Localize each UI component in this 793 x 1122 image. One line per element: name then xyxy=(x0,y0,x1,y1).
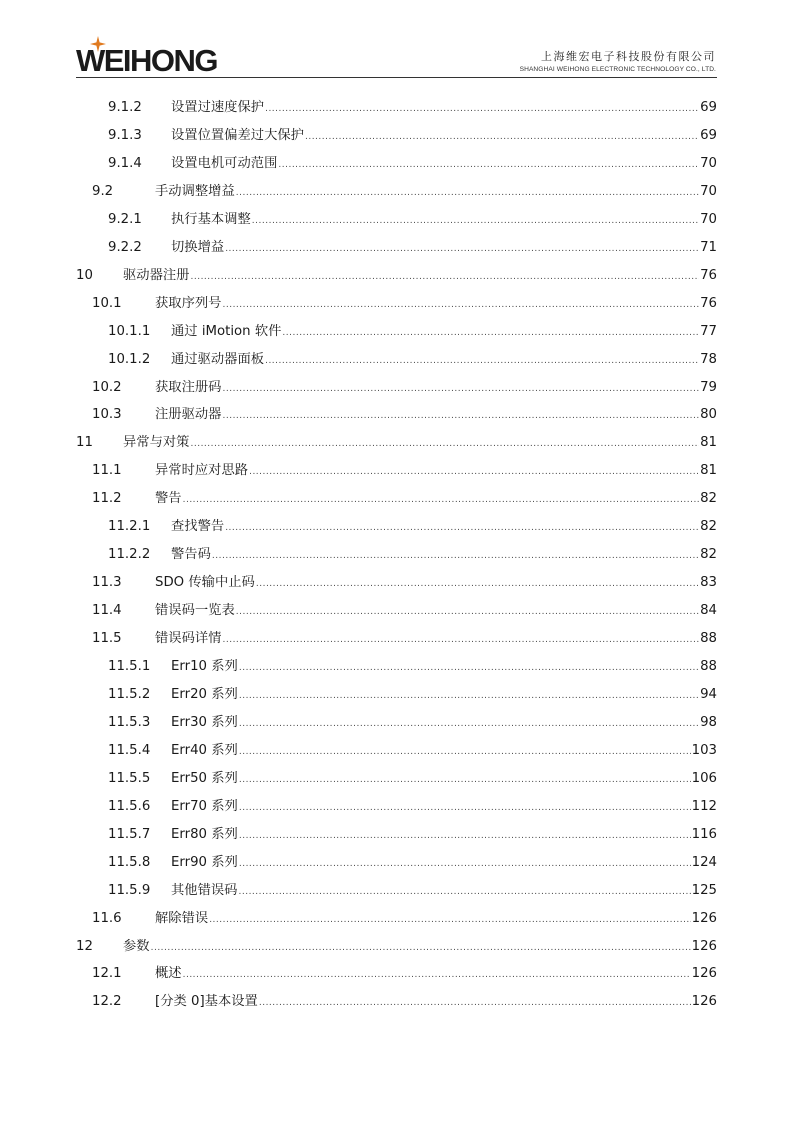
toc-entry-page-number: 81 xyxy=(700,463,717,479)
toc-dot-leader xyxy=(265,350,699,372)
toc-entry-page-number: 71 xyxy=(700,239,717,255)
toc-entry[interactable] xyxy=(108,544,717,566)
toc-dot-leader xyxy=(256,573,699,595)
toc-entry-number: 10.2 xyxy=(92,379,122,395)
toc-entry-number: 11.4 xyxy=(92,603,122,619)
toc-dot-leader xyxy=(151,937,691,959)
toc-entry[interactable] xyxy=(92,404,717,426)
toc-entry-title: Err80 系列 xyxy=(171,826,238,842)
toc-entry-page-number: 70 xyxy=(700,211,717,227)
toc-entry[interactable] xyxy=(108,880,717,902)
toc-entry-number: 11.3 xyxy=(92,575,122,591)
toc-dot-leader xyxy=(282,322,699,344)
toc-entry-number: 11.6 xyxy=(92,910,122,926)
toc-entry-title: 手动调整增益 xyxy=(155,183,235,199)
toc-dot-leader xyxy=(239,685,699,707)
toc-dot-leader xyxy=(239,741,691,763)
toc-entry-page-number: 82 xyxy=(700,547,717,563)
toc-dot-leader xyxy=(225,238,699,260)
toc-entry[interactable] xyxy=(92,181,717,203)
toc-entry-number: 9.1.3 xyxy=(108,127,142,143)
toc-entry-title: 错误码一览表 xyxy=(155,603,235,619)
header-rule xyxy=(76,77,717,78)
toc-entry-page-number: 82 xyxy=(700,491,717,507)
toc-entry[interactable] xyxy=(108,768,717,790)
toc-entry-title: 设置过速度保护 xyxy=(171,100,265,115)
toc-dot-leader xyxy=(239,769,691,791)
logo-text: WEIHONG xyxy=(76,43,218,78)
toc-entry-title: Err70 系列 xyxy=(171,798,238,814)
toc-entry-number: 12.2 xyxy=(92,994,122,1010)
toc-dot-leader xyxy=(259,992,691,1014)
toc-dot-leader xyxy=(190,266,699,288)
toc-entry[interactable] xyxy=(92,572,717,594)
toc-entry-title: 驱动器注册 xyxy=(123,267,190,283)
toc-entry-number: 11.5.7 xyxy=(108,826,151,842)
toc-dot-leader xyxy=(225,517,699,539)
toc-entry[interactable] xyxy=(76,265,717,287)
toc-entry-page-number: 126 xyxy=(691,910,717,926)
toc-entry-title: Err10 系列 xyxy=(171,659,238,674)
toc-entry-page-number: 79 xyxy=(700,379,717,395)
toc-entry-number: 11.5.5 xyxy=(108,770,151,786)
toc-entry-number: 9.2.2 xyxy=(108,239,142,255)
toc-entry[interactable] xyxy=(108,740,717,762)
toc-entry[interactable] xyxy=(108,237,717,259)
toc-entry-title: 其他错误码 xyxy=(171,882,238,898)
toc-dot-leader xyxy=(239,853,691,875)
toc-entry[interactable] xyxy=(108,684,717,706)
toc-entry-page-number: 126 xyxy=(691,966,717,982)
toc-entry-title: 查找警告 xyxy=(171,519,225,535)
toc-entry[interactable] xyxy=(92,908,717,930)
toc-entry-page-number: 126 xyxy=(691,994,717,1010)
toc-entry[interactable] xyxy=(108,209,717,231)
company-name-en: SHANGHAI WEIHONG ELECTRONIC TECHNOLOGY CO., LTD. xyxy=(519,66,716,73)
toc-entry-page-number: 70 xyxy=(700,183,717,199)
toc-dot-leader xyxy=(236,182,699,204)
toc-entry-page-number: 98 xyxy=(700,714,717,730)
toc-entry[interactable] xyxy=(92,488,717,510)
toc-entry-title: 异常时应对思路 xyxy=(155,463,249,479)
toc-entry-page-number: 106 xyxy=(691,770,717,786)
toc-entry-title: Err40 系列 xyxy=(171,742,238,758)
toc-entry-title: Err50 系列 xyxy=(171,770,238,786)
toc-entry-number: 11.1 xyxy=(92,463,122,479)
toc-entry-title: 设置位置偏差过大保护 xyxy=(171,127,304,143)
toc-entry-number: 9.2 xyxy=(92,183,114,199)
toc-entry[interactable] xyxy=(108,824,717,846)
toc-entry-page-number: 94 xyxy=(700,686,717,702)
toc-dot-leader xyxy=(239,797,691,819)
toc-entry-page-number: 124 xyxy=(691,854,717,870)
toc-entry[interactable] xyxy=(108,796,717,818)
toc-dot-leader xyxy=(305,126,699,148)
toc-entry-title: 参数 xyxy=(123,938,150,954)
toc-dot-leader xyxy=(236,601,699,623)
toc-entry-page-number: 69 xyxy=(700,100,717,115)
toc-dot-leader xyxy=(239,657,699,679)
toc-entry-number: 11.5.3 xyxy=(108,714,151,730)
toc-entry-title: Err90 系列 xyxy=(171,854,238,870)
toc-entry-title: 执行基本调整 xyxy=(171,211,251,227)
toc-entry-title: SDO 传输中止码 xyxy=(155,575,255,591)
toc-entry[interactable] xyxy=(108,153,717,175)
toc-entry[interactable] xyxy=(92,628,717,650)
toc-entry-number: 11 xyxy=(76,435,93,451)
toc-entry-number: 10.1 xyxy=(92,295,122,311)
toc-entry[interactable] xyxy=(92,460,717,482)
toc-entry-page-number: 84 xyxy=(700,603,717,619)
toc-entry-title: 获取序列号 xyxy=(155,295,222,311)
toc-entry-number: 9.2.1 xyxy=(108,211,142,227)
toc-entry[interactable] xyxy=(108,656,717,678)
toc-entry-page-number: 76 xyxy=(700,295,717,311)
toc-entry-title: 警告码 xyxy=(171,547,211,563)
toc-entry[interactable] xyxy=(92,963,717,985)
company-name xyxy=(520,50,716,75)
toc-entry-page-number: 112 xyxy=(691,798,717,814)
toc-entry-page-number: 81 xyxy=(700,435,717,451)
toc-dot-leader xyxy=(239,825,691,847)
toc-entry[interactable] xyxy=(108,125,717,147)
toc-entry-number: 9.1.2 xyxy=(108,100,142,115)
toc-entry-title: 警告 xyxy=(155,491,182,507)
toc-entry-title: 注册驱动器 xyxy=(155,407,222,423)
toc-entry-page-number: 103 xyxy=(691,742,717,758)
toc-dot-leader xyxy=(190,433,699,455)
toc-entry-number: 10.1.2 xyxy=(108,351,151,367)
toc-entry-number: 11.5.9 xyxy=(108,882,151,898)
toc-entry-title: 通过驱动器面板 xyxy=(171,351,265,367)
toc-entry[interactable] xyxy=(92,377,717,399)
toc-entry-number: 11.5.2 xyxy=(108,686,151,702)
toc-entry-page-number: 76 xyxy=(700,267,717,283)
toc-entry-number: 9.1.4 xyxy=(108,155,142,171)
toc-dot-leader xyxy=(183,489,699,511)
toc-entry[interactable] xyxy=(76,936,717,958)
toc-dot-leader xyxy=(252,210,699,232)
toc-entry[interactable] xyxy=(76,432,717,454)
toc-entry-page-number: 80 xyxy=(700,407,717,423)
toc-entry-page-number: 83 xyxy=(700,575,717,591)
company-name-cn: 上海维宏电子科技股份有限公司 xyxy=(541,50,716,63)
toc-dot-leader xyxy=(265,98,699,120)
weihong-logo xyxy=(76,36,246,78)
toc-dot-leader xyxy=(278,154,699,176)
toc-entry[interactable] xyxy=(108,349,717,371)
toc-entry-page-number: 70 xyxy=(700,155,717,171)
toc-dot-leader xyxy=(238,881,690,903)
toc-dot-leader xyxy=(222,405,699,427)
toc-dot-leader xyxy=(222,378,699,400)
toc-entry-number: 11.2.1 xyxy=(108,519,151,535)
toc-entry[interactable] xyxy=(92,991,717,1013)
toc-entry[interactable] xyxy=(92,600,717,622)
page-header xyxy=(0,0,793,80)
toc-dot-leader xyxy=(183,964,691,986)
toc-entry[interactable] xyxy=(108,97,717,119)
toc-dot-leader xyxy=(222,629,699,651)
toc-dot-leader xyxy=(212,545,699,567)
toc-entry-title: Err20 系列 xyxy=(171,686,238,702)
toc-dot-leader xyxy=(249,461,699,483)
toc-entry-title: 异常与对策 xyxy=(123,435,190,451)
toc-entry-page-number: 82 xyxy=(700,519,717,535)
toc-entry[interactable] xyxy=(108,321,717,343)
toc-entry-number: 11.2.2 xyxy=(108,547,151,563)
toc-entry-number: 11.5.8 xyxy=(108,854,151,870)
toc-entry[interactable] xyxy=(92,293,717,315)
toc-entry-number: 10 xyxy=(76,267,93,283)
toc-entry-number: 11.5.6 xyxy=(108,798,151,814)
toc-entry-page-number: 69 xyxy=(700,127,717,143)
toc-entry-page-number: 116 xyxy=(691,826,717,842)
toc-entry-title: 解除错误 xyxy=(155,910,209,926)
toc-entry[interactable] xyxy=(108,712,717,734)
toc-entry-number: 10.3 xyxy=(92,407,122,423)
toc-entry[interactable] xyxy=(108,516,717,538)
toc-entry-number: 11.5.1 xyxy=(108,659,151,674)
toc-entry-title: Err30 系列 xyxy=(171,714,238,730)
toc-entry-title: 通过 iMotion 软件 xyxy=(171,323,282,339)
toc-entry-page-number: 77 xyxy=(700,323,717,339)
toc-entry-title: 获取注册码 xyxy=(155,379,222,395)
toc-entry-page-number: 125 xyxy=(691,882,717,898)
toc-entry-title: 设置电机可动范围 xyxy=(171,155,278,171)
toc-entry-title: 切换增益 xyxy=(171,239,225,255)
toc-dot-leader xyxy=(239,713,699,735)
toc-entry[interactable] xyxy=(108,852,717,874)
toc-dot-leader xyxy=(222,294,699,316)
toc-entry-page-number: 126 xyxy=(691,938,717,954)
toc-entry-number: 12 xyxy=(76,938,93,954)
toc-entry-number: 12.1 xyxy=(92,966,122,982)
toc-dot-leader xyxy=(209,909,690,931)
toc-entry-page-number: 78 xyxy=(700,351,717,367)
toc-entry-number: 10.1.1 xyxy=(108,323,151,339)
toc-entry-number: 11.5 xyxy=(92,631,122,647)
toc-entry-number: 11.5.4 xyxy=(108,742,151,758)
toc-entry-number: 11.2 xyxy=(92,491,122,507)
toc-entry-page-number: 88 xyxy=(700,631,717,647)
toc-entry-title: 错误码详情 xyxy=(155,631,222,647)
toc-entry-page-number: 88 xyxy=(700,659,717,674)
toc-entry-title: 概述 xyxy=(155,966,182,982)
toc-entry-title: [分类 0]基本设置 xyxy=(155,994,258,1010)
